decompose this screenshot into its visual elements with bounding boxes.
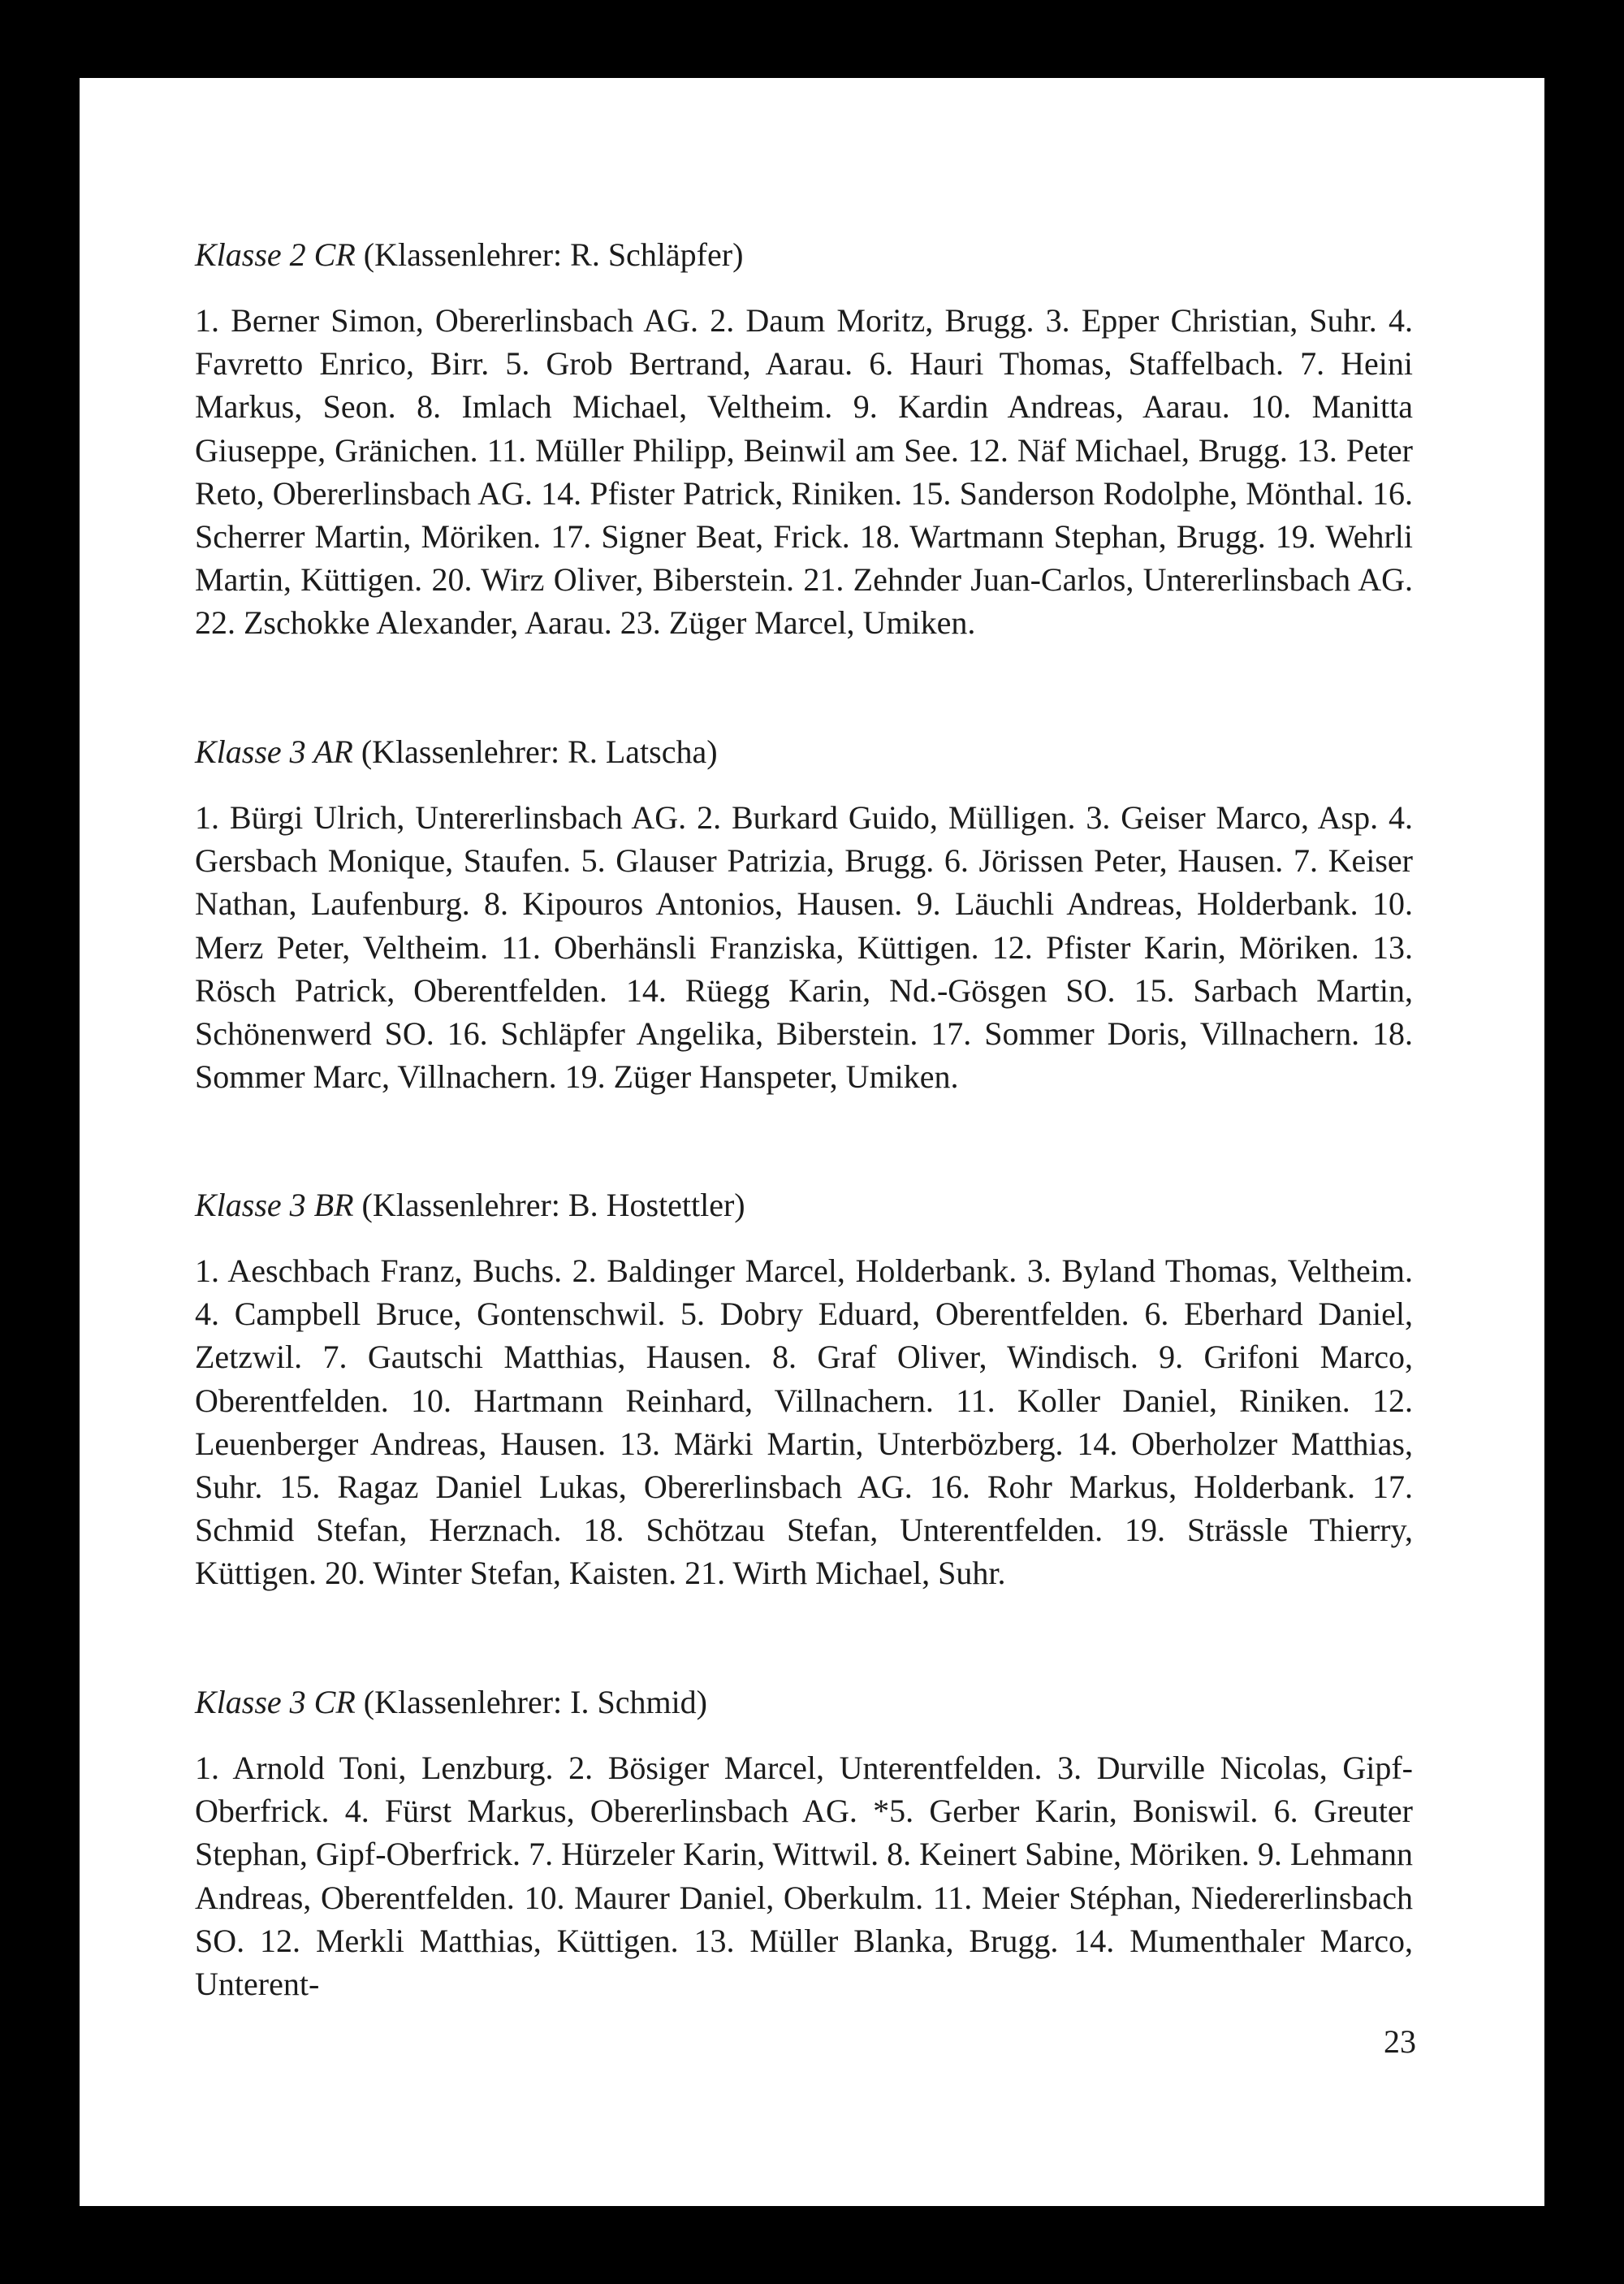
teacher-label: (Klassenlehrer: I. Schmid) — [363, 1684, 707, 1720]
class-heading-2cr — [195, 234, 743, 276]
class-label: Klasse 3 CR — [195, 1684, 356, 1720]
student-list-3ar: 1. Bürgi Ulrich, Untererlinsbach AG. 2. Burkard Guido, Mülligen. 3. Geiser Marco, Asp. 4. Gersbach Monique, Staufen. 5. Glauser Patrizia, Brugg. 6. Jörissen Peter, Hausen. 7. Keiser Nathan, Laufenburg. 8. Kipouros Antonios, Hausen. 9. Läuchli Andreas, Holderbank. 10. Merz Peter, Veltheim. 11. Oberhänsli Franziska, Küttigen. 12. Pfister Karin, Möriken. 13. Rösch Patrick, Oberentfelden. 14. Rüegg Karin, Nd.-Gösgen SO. 15. Sarbach Martin, Schönenwerd SO. 16. Schläpfer Angelika, Biberstein. 17. Sommer Doris, Villnachern. 18. Sommer Marc, Villnachern. 19. Züger Hanspeter, Umiken. — [195, 799, 1413, 1096]
class-label: Klasse 3 AR — [195, 733, 353, 770]
class-heading-3ar — [195, 731, 718, 773]
page-number: 23 — [1384, 2023, 1416, 2060]
class-label: Klasse 3 BR — [195, 1187, 354, 1223]
teacher-label: (Klassenlehrer: R. Latscha) — [361, 733, 718, 770]
teacher-label: (Klassenlehrer: R. Schläpfer) — [363, 236, 744, 273]
student-list-2cr: 1. Berner Simon, Obererlinsbach AG. 2. Daum Moritz, Brugg. 3. Epper Christian, Suhr. 4. Favretto Enrico, Birr. 5. Grob Bertrand, Aarau. 6. Hauri Thomas, Staffelbach. 7. Heini Markus, Seon. 8. Imlach Michael, Veltheim. 9. Kardin Andreas, Aarau. 10. Manitta Giuseppe, Gränichen. 11. Müller Philipp, Beinwil am See. 12. Näf Michael, Brugg. 13. Peter Reto, Obererlinsbach AG. 14. Pfister Patrick, Riniken. 15. Sanderson Rodolphe, Mönthal. 16. Scherrer Martin, Möriken. 17. Signer Beat, Frick. 18. Wartmann Stephan, Brugg. 19. Wehrli Martin, Küttigen. 20. Wirz Oliver, Biberstein. 21. Zehnder Juan-Carlos, Untererlinsbach AG. 22. Zschokke Alexander, Aarau. 23. Züger Marcel, Umiken. — [195, 302, 1413, 642]
student-list-3br: 1. Aeschbach Franz, Buchs. 2. Baldinger Marcel, Holderbank. 3. Byland Thomas, Veltheim. 4. Campbell Bruce, Gontenschwil. 5. Dobry Eduard, Oberentfelden. 6. Eberhard Daniel, Zetzwil. 7. Gautschi Matthias, Hausen. 8. Graf Oliver, Windisch. 9. Grifoni Marco, Oberentfelden. 10. Hartmann Reinhard, Villnachern. 11. Koller Daniel, Riniken. 12. Leuenberger Andreas, Hausen. 13. Märki Martin, Unterbözberg. 14. Oberholzer Matthias, Suhr. 15. Ragaz Daniel Lukas, Obererlinsbach AG. 16. Rohr Markus, Holderbank. 17. Schmid Stefan, Herznach. 18. Schötzau Stefan, Unterentfelden. 19. Strässle Thierry, Küttigen. 20. Winter Stefan, Kaisten. 21. Wirth Michael, Suhr. — [195, 1252, 1413, 1592]
document-page — [80, 78, 1544, 2206]
class-label: Klasse 2 CR — [195, 236, 356, 273]
student-list-3cr: 1. Arnold Toni, Lenzburg. 2. Bösiger Marcel, Unterentfelden. 3. Durville Nicolas, Gipf-Oberfrick. 4. Fürst Markus, Obererlinsbach AG. *5. Gerber Karin, Boniswil. 6. Greuter Stephan, Gipf-Oberfrick. 7. Hürzeler Karin, Wittwil. 8. Keinert Sabine, Möriken. 9. Lehmann Andreas, Oberentfelden. 10. Maurer Daniel, Oberkulm. 11. Meier Stéphan, Niedererlinsbach SO. 12. Merkli Matthias, Küttigen. 13. Müller Blanka, Brugg. 14. Mumenthaler Marco, Unterent- — [195, 1750, 1413, 2003]
class-heading-3br — [195, 1184, 745, 1226]
class-heading-3cr — [195, 1681, 707, 1724]
teacher-label: (Klassenlehrer: B. Hostettler) — [361, 1187, 745, 1223]
